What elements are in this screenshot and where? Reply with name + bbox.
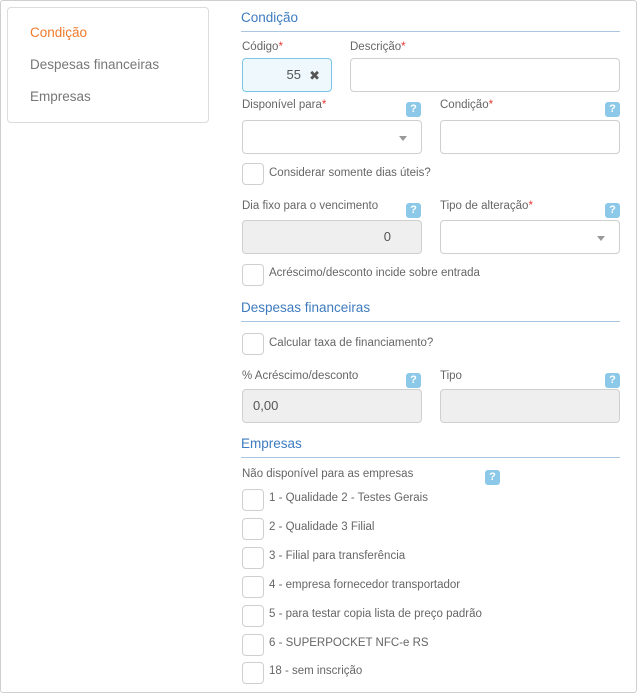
acrescimo-entrada-checkbox[interactable]: [242, 264, 264, 286]
section-divider: [241, 321, 620, 322]
percentual-value: 0,00: [253, 398, 279, 413]
empresa-checkbox[interactable]: [242, 576, 264, 598]
percentual-input: [242, 389, 422, 423]
help-icon[interactable]: ?: [605, 203, 620, 218]
disponivel-para-select[interactable]: [242, 120, 422, 154]
empresa-checkbox[interactable]: [242, 547, 264, 569]
empresa-checkbox[interactable]: [242, 518, 264, 540]
section-title-empresas: Empresas: [241, 436, 302, 451]
acrescimo-entrada-label: Acréscimo/desconto incide sobre entrada: [269, 267, 480, 279]
calcular-taxa-checkbox[interactable]: [242, 333, 264, 355]
codigo-label: Código*: [242, 41, 283, 53]
descricao-input[interactable]: [350, 58, 620, 92]
sidebar-item-condicao[interactable]: Condição: [30, 25, 88, 40]
empresa-checkbox[interactable]: [242, 605, 264, 627]
empresa-label: 18 - sem inscrição: [269, 665, 363, 677]
help-icon[interactable]: ?: [406, 373, 421, 388]
help-icon[interactable]: ?: [406, 203, 421, 218]
sidebar-nav: [7, 7, 209, 123]
tipo-input: [440, 389, 620, 423]
dia-fixo-label: Dia fixo para o vencimento: [242, 200, 379, 212]
tipo-label: Tipo: [440, 370, 462, 382]
empresa-label: 6 - SUPERPOCKET NFC-e RS: [269, 637, 429, 649]
chevron-down-icon: [399, 136, 407, 141]
empresa-label: 3 - Filial para transferência: [269, 550, 406, 562]
condicao-field-label: Condição*: [440, 99, 494, 111]
dia-fixo-value: 0: [383, 229, 391, 244]
clear-icon[interactable]: ✖: [309, 68, 320, 83]
chevron-down-icon: [597, 236, 605, 241]
percentual-label: % Acréscimo/desconto: [242, 370, 359, 382]
tipo-alteracao-label: Tipo de alteração*: [440, 200, 533, 212]
empresa-label: 4 - empresa fornecedor transportador: [269, 579, 461, 591]
section-divider: [241, 31, 620, 32]
empresa-label: 2 - Qualidade 3 Filial: [269, 521, 375, 533]
empresa-label: 1 - Qualidade 2 - Testes Gerais: [269, 492, 428, 504]
condicao-field-input[interactable]: [440, 120, 620, 154]
codigo-input[interactable]: [242, 58, 332, 92]
help-icon[interactable]: ?: [605, 102, 620, 117]
section-title-despesas: Despesas financeiras: [241, 300, 371, 315]
descricao-label: Descrição*: [350, 41, 406, 53]
empresa-label: 5 - para testar copia lista de preço padrão: [269, 608, 482, 620]
calcular-taxa-label: Calcular taxa de financiamento?: [269, 337, 434, 349]
sidebar-item-despesas-financeiras[interactable]: Despesas financeiras: [30, 57, 160, 72]
help-icon[interactable]: ?: [406, 102, 421, 117]
nao-disponivel-label: Não disponível para as empresas: [242, 468, 414, 480]
section-title-condicao: Condição: [241, 10, 299, 25]
section-divider: [241, 457, 620, 458]
empresa-checkbox[interactable]: [242, 634, 264, 656]
disponivel-para-label: Disponível para*: [242, 99, 327, 111]
tipo-alteracao-select[interactable]: [440, 220, 620, 254]
dia-fixo-input: [242, 220, 422, 254]
empresa-checkbox[interactable]: [242, 662, 264, 684]
codigo-value: 55: [286, 67, 301, 82]
somente-dias-uteis-label: Considerar somente dias úteis?: [269, 167, 431, 179]
help-icon[interactable]: ?: [605, 373, 620, 388]
sidebar-item-empresas[interactable]: Empresas: [30, 89, 91, 104]
somente-dias-uteis-checkbox[interactable]: [242, 163, 264, 185]
empresa-checkbox[interactable]: [242, 489, 264, 511]
help-icon[interactable]: ?: [485, 470, 500, 485]
